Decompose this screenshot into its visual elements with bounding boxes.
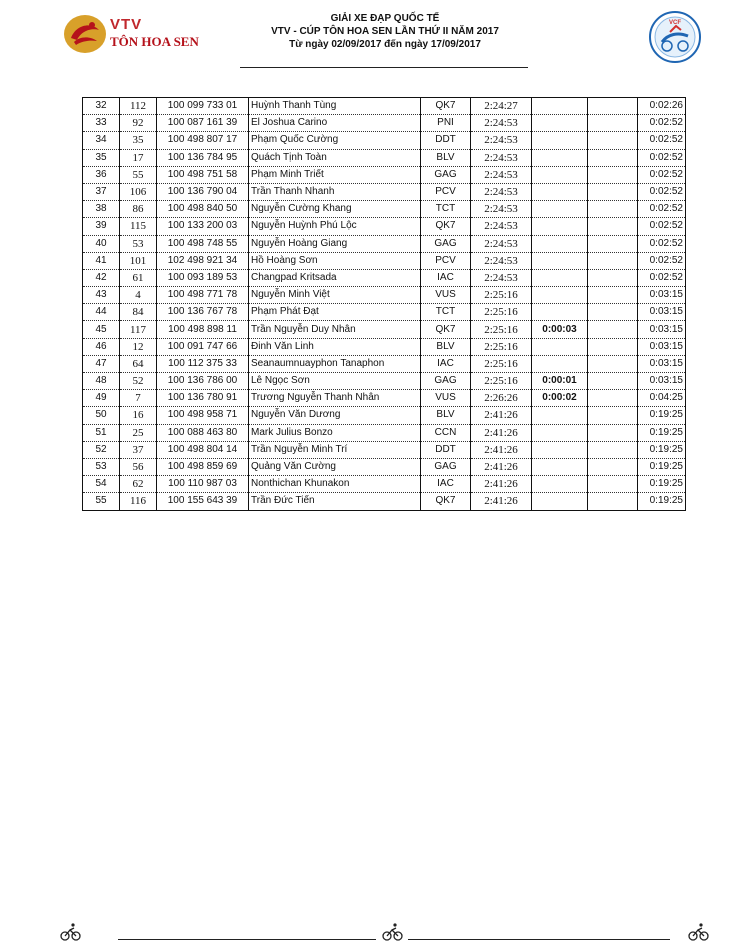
penalty-cell	[588, 441, 638, 458]
uci-id-cell: 100 498 771 78	[157, 287, 249, 304]
rider-name-cell: Huỳnh Thanh Tùng	[249, 98, 421, 115]
bib-cell: 116	[120, 493, 157, 510]
bonus-time-cell	[532, 476, 588, 493]
penalty-cell	[588, 218, 638, 235]
time-gap-cell: 0:02:52	[638, 132, 686, 149]
time-gap-cell: 0:19:25	[638, 458, 686, 475]
rider-name-cell: Đinh Văn Linh	[249, 338, 421, 355]
team-code-cell: CCN	[421, 424, 471, 441]
table-row	[83, 407, 686, 424]
penalty-cell	[588, 183, 638, 200]
rider-name-cell: Lê Ngọc Sơn	[249, 373, 421, 390]
team-code-cell: BLV	[421, 149, 471, 166]
bonus-time-cell: 0:00:01	[532, 373, 588, 390]
bonus-time-cell	[532, 183, 588, 200]
time-cell: 2:24:53	[471, 132, 532, 149]
rank-cell: 45	[83, 321, 120, 338]
rider-name-cell: Seanaumnuayphon Tanaphon	[249, 355, 421, 372]
rank-cell: 52	[83, 441, 120, 458]
team-code-cell: TCT	[421, 304, 471, 321]
brand-ton-hoa-sen-text: TÔN HOA SEN	[110, 34, 199, 49]
time-gap-cell: 0:02:52	[638, 252, 686, 269]
table-row	[83, 98, 686, 115]
rank-cell: 48	[83, 373, 120, 390]
time-cell: 2:24:53	[471, 218, 532, 235]
penalty-cell	[588, 149, 638, 166]
rider-name-cell: Nguyễn Huỳnh Phú Lộc	[249, 218, 421, 235]
rank-cell: 36	[83, 166, 120, 183]
time-gap-cell: 0:04:25	[638, 390, 686, 407]
rank-cell: 39	[83, 218, 120, 235]
bib-cell: 16	[120, 407, 157, 424]
bib-cell: 53	[120, 235, 157, 252]
team-code-cell: GAG	[421, 235, 471, 252]
uci-id-cell: 100 136 790 04	[157, 183, 249, 200]
bib-cell: 106	[120, 183, 157, 200]
rider-name-cell: Changpad Kritsada	[249, 269, 421, 286]
rank-cell: 34	[83, 132, 120, 149]
uci-id-cell: 100 498 898 11	[157, 321, 249, 338]
bib-cell: 35	[120, 132, 157, 149]
time-cell: 2:41:26	[471, 441, 532, 458]
penalty-cell	[588, 407, 638, 424]
table-row	[83, 252, 686, 269]
table-row	[83, 441, 686, 458]
penalty-cell	[588, 458, 638, 475]
penalty-cell	[588, 390, 638, 407]
bib-cell: 56	[120, 458, 157, 475]
time-gap-cell: 0:19:25	[638, 493, 686, 510]
rank-cell: 37	[83, 183, 120, 200]
rider-name-cell: Trương Nguyễn Thanh Nhân	[249, 390, 421, 407]
vcf-cycling-federation-logo-icon	[648, 10, 702, 64]
event-subtitle: VTV - CÚP TÔN HOA SEN LẦN THỨ II NĂM 2017	[271, 26, 499, 37]
time-gap-cell: 0:02:52	[638, 218, 686, 235]
penalty-cell	[588, 132, 638, 149]
bonus-time-cell	[532, 115, 588, 132]
time-cell: 2:25:16	[471, 338, 532, 355]
rank-cell: 32	[83, 98, 120, 115]
time-cell: 2:25:16	[471, 373, 532, 390]
table-row	[83, 218, 686, 235]
rank-cell: 40	[83, 235, 120, 252]
rider-name-cell: Trần Nguyễn Minh Trí	[249, 441, 421, 458]
team-code-cell: GAG	[421, 458, 471, 475]
team-code-cell: VUS	[421, 390, 471, 407]
bib-cell: 12	[120, 338, 157, 355]
bonus-time-cell	[532, 441, 588, 458]
bib-cell: 52	[120, 373, 157, 390]
rider-name-cell: Quách Tịnh Toàn	[249, 149, 421, 166]
rank-cell: 35	[83, 149, 120, 166]
uci-id-cell: 100 136 784 95	[157, 149, 249, 166]
penalty-cell	[588, 476, 638, 493]
cyclist-icon	[382, 922, 404, 942]
time-gap-cell: 0:19:25	[638, 476, 686, 493]
penalty-cell	[588, 287, 638, 304]
time-gap-cell: 0:03:15	[638, 304, 686, 321]
uci-id-cell: 100 110 987 03	[157, 476, 249, 493]
results-table-body	[83, 98, 686, 511]
team-code-cell: DDT	[421, 441, 471, 458]
bib-cell: 25	[120, 424, 157, 441]
rank-cell: 51	[83, 424, 120, 441]
time-cell: 2:24:53	[471, 183, 532, 200]
uci-id-cell: 100 136 780 91	[157, 390, 249, 407]
table-row	[83, 321, 686, 338]
rider-name-cell: Phạm Minh Triết	[249, 166, 421, 183]
uci-id-cell: 100 498 840 50	[157, 201, 249, 218]
rank-cell: 41	[83, 252, 120, 269]
bonus-time-cell	[532, 304, 588, 321]
team-code-cell: QK7	[421, 321, 471, 338]
penalty-cell	[588, 338, 638, 355]
team-code-cell: PCV	[421, 183, 471, 200]
team-code-cell: QK7	[421, 493, 471, 510]
bonus-time-cell	[532, 149, 588, 166]
uci-id-cell: 100 136 767 78	[157, 304, 249, 321]
rank-cell: 49	[83, 390, 120, 407]
results-table	[82, 97, 686, 511]
rider-name-cell: Phạm Quốc Cường	[249, 132, 421, 149]
table-row	[83, 166, 686, 183]
time-cell: 2:24:53	[471, 149, 532, 166]
time-gap-cell: 0:02:52	[638, 115, 686, 132]
bonus-time-cell: 0:00:03	[532, 321, 588, 338]
rank-cell: 53	[83, 458, 120, 475]
time-gap-cell: 0:02:52	[638, 235, 686, 252]
time-cell: 2:24:53	[471, 252, 532, 269]
uci-id-cell: 100 498 748 55	[157, 235, 249, 252]
table-row	[83, 493, 686, 510]
bib-cell: 7	[120, 390, 157, 407]
uci-id-cell: 100 099 733 01	[157, 98, 249, 115]
table-row	[83, 149, 686, 166]
time-gap-cell: 0:03:15	[638, 373, 686, 390]
team-code-cell: BLV	[421, 338, 471, 355]
rank-cell: 50	[83, 407, 120, 424]
penalty-cell	[588, 424, 638, 441]
rider-name-cell: Nguyễn Văn Dương	[249, 407, 421, 424]
bib-cell: 61	[120, 269, 157, 286]
penalty-cell	[588, 115, 638, 132]
team-code-cell: PNI	[421, 115, 471, 132]
rider-name-cell: Phạm Phát Đạt	[249, 304, 421, 321]
table-row	[83, 338, 686, 355]
rider-name-cell: Hồ Hoàng Sơn	[249, 252, 421, 269]
time-gap-cell: 0:19:25	[638, 407, 686, 424]
rider-name-cell: Nguyễn Cường Khang	[249, 201, 421, 218]
bonus-time-cell	[532, 355, 588, 372]
table-row	[83, 235, 686, 252]
team-code-cell: BLV	[421, 407, 471, 424]
team-code-cell: GAG	[421, 166, 471, 183]
table-row	[83, 373, 686, 390]
team-code-cell: VUS	[421, 287, 471, 304]
time-gap-cell: 0:03:15	[638, 321, 686, 338]
team-code-cell: IAC	[421, 476, 471, 493]
bib-cell: 112	[120, 98, 157, 115]
uci-id-cell: 100 498 807 17	[157, 132, 249, 149]
bib-cell: 117	[120, 321, 157, 338]
uci-id-cell: 102 498 921 34	[157, 252, 249, 269]
time-cell: 2:41:26	[471, 407, 532, 424]
footer-signature-line-left	[118, 939, 376, 940]
rank-cell: 42	[83, 269, 120, 286]
penalty-cell	[588, 252, 638, 269]
team-code-cell: QK7	[421, 98, 471, 115]
penalty-cell	[588, 493, 638, 510]
time-gap-cell: 0:19:25	[638, 441, 686, 458]
time-cell: 2:25:16	[471, 321, 532, 338]
table-row	[83, 355, 686, 372]
bib-cell: 17	[120, 149, 157, 166]
time-cell: 2:24:53	[471, 235, 532, 252]
time-cell: 2:24:53	[471, 201, 532, 218]
time-gap-cell: 0:03:15	[638, 287, 686, 304]
penalty-cell	[588, 201, 638, 218]
uci-id-cell: 100 498 859 69	[157, 458, 249, 475]
penalty-cell	[588, 373, 638, 390]
team-code-cell: TCT	[421, 201, 471, 218]
time-gap-cell: 0:03:15	[638, 355, 686, 372]
bonus-time-cell	[532, 235, 588, 252]
bib-cell: 55	[120, 166, 157, 183]
time-cell: 2:24:53	[471, 115, 532, 132]
time-cell: 2:25:16	[471, 355, 532, 372]
time-cell: 2:41:26	[471, 476, 532, 493]
table-row	[83, 390, 686, 407]
rider-name-cell: Nonthichan Khunakon	[249, 476, 421, 493]
team-code-cell: PCV	[421, 252, 471, 269]
time-gap-cell: 0:02:52	[638, 183, 686, 200]
rank-cell: 33	[83, 115, 120, 132]
bonus-time-cell	[532, 407, 588, 424]
cyclist-icon	[688, 922, 710, 942]
uci-id-cell: 100 133 200 03	[157, 218, 249, 235]
vtv-ton-hoa-sen-logo	[62, 10, 212, 60]
time-gap-cell: 0:03:15	[638, 338, 686, 355]
time-cell: 2:24:27	[471, 98, 532, 115]
bib-cell: 84	[120, 304, 157, 321]
time-cell: 2:25:16	[471, 304, 532, 321]
uci-id-cell: 100 498 751 58	[157, 166, 249, 183]
uci-id-cell: 100 136 786 00	[157, 373, 249, 390]
time-cell: 2:24:53	[471, 166, 532, 183]
bib-cell: 86	[120, 201, 157, 218]
team-code-cell: GAG	[421, 373, 471, 390]
bib-cell: 64	[120, 355, 157, 372]
penalty-cell	[588, 304, 638, 321]
bonus-time-cell	[532, 132, 588, 149]
bonus-time-cell	[532, 269, 588, 286]
rank-cell: 44	[83, 304, 120, 321]
bonus-time-cell: 0:00:02	[532, 390, 588, 407]
rank-cell: 47	[83, 355, 120, 372]
table-row	[83, 476, 686, 493]
rider-name-cell: Trần Đức Tiến	[249, 493, 421, 510]
rider-name-cell: Mark Julius Bonzo	[249, 424, 421, 441]
bonus-time-cell	[532, 458, 588, 475]
rank-cell: 38	[83, 201, 120, 218]
brand-vtv-text: VTV	[110, 16, 143, 33]
bonus-time-cell	[532, 98, 588, 115]
penalty-cell	[588, 355, 638, 372]
time-gap-cell: 0:02:52	[638, 201, 686, 218]
rank-cell: 54	[83, 476, 120, 493]
table-row	[83, 424, 686, 441]
bib-cell: 101	[120, 252, 157, 269]
penalty-cell	[588, 166, 638, 183]
rank-cell: 46	[83, 338, 120, 355]
rider-name-cell: Trần Nguyễn Duy Nhân	[249, 321, 421, 338]
time-cell: 2:41:26	[471, 493, 532, 510]
vcf-logo-text: VCF	[669, 20, 681, 26]
time-cell: 2:41:26	[471, 458, 532, 475]
time-gap-cell: 0:02:52	[638, 166, 686, 183]
header-divider	[240, 67, 528, 68]
penalty-cell	[588, 269, 638, 286]
penalty-cell	[588, 235, 638, 252]
ton-hoa-sen-emblem-icon	[62, 12, 108, 56]
table-row	[83, 269, 686, 286]
rank-cell: 43	[83, 287, 120, 304]
uci-id-cell: 100 155 643 39	[157, 493, 249, 510]
bonus-time-cell	[532, 287, 588, 304]
cyclist-icon	[60, 922, 82, 942]
table-row	[83, 458, 686, 475]
bonus-time-cell	[532, 252, 588, 269]
team-code-cell: IAC	[421, 355, 471, 372]
table-row	[83, 304, 686, 321]
bonus-time-cell	[532, 338, 588, 355]
time-cell: 2:24:53	[471, 269, 532, 286]
rider-name-cell: Quảng Văn Cường	[249, 458, 421, 475]
time-gap-cell: 0:02:52	[638, 149, 686, 166]
bib-cell: 115	[120, 218, 157, 235]
rider-name-cell: Trần Thanh Nhanh	[249, 183, 421, 200]
table-row	[83, 201, 686, 218]
time-gap-cell: 0:02:26	[638, 98, 686, 115]
uci-id-cell: 100 088 463 80	[157, 424, 249, 441]
footer-signature-line-right	[408, 939, 670, 940]
team-code-cell: DDT	[421, 132, 471, 149]
bonus-time-cell	[532, 218, 588, 235]
rider-name-cell: Nguyễn Hoàng Giang	[249, 235, 421, 252]
uci-id-cell: 100 091 747 66	[157, 338, 249, 355]
table-row	[83, 132, 686, 149]
time-gap-cell: 0:02:52	[638, 269, 686, 286]
time-cell: 2:41:26	[471, 424, 532, 441]
uci-id-cell: 100 087 161 39	[157, 115, 249, 132]
time-gap-cell: 0:19:25	[638, 424, 686, 441]
event-title: GIẢI XE ĐẠP QUỐC TẾ	[330, 13, 440, 24]
table-row	[83, 183, 686, 200]
bib-cell: 92	[120, 115, 157, 132]
rider-name-cell: Nguyễn Minh Việt	[249, 287, 421, 304]
time-cell: 2:26:26	[471, 390, 532, 407]
bib-cell: 4	[120, 287, 157, 304]
bib-cell: 62	[120, 476, 157, 493]
time-cell: 2:25:16	[471, 287, 532, 304]
uci-id-cell: 100 498 958 71	[157, 407, 249, 424]
bonus-time-cell	[532, 201, 588, 218]
penalty-cell	[588, 98, 638, 115]
bonus-time-cell	[532, 493, 588, 510]
penalty-cell	[588, 321, 638, 338]
bonus-time-cell	[532, 166, 588, 183]
uci-id-cell: 100 498 804 14	[157, 441, 249, 458]
rider-name-cell: El Joshua Carino	[249, 115, 421, 132]
event-dates: Từ ngày 02/09/2017 đến ngày 17/09/2017	[289, 39, 481, 50]
team-code-cell: IAC	[421, 269, 471, 286]
team-code-cell: QK7	[421, 218, 471, 235]
uci-id-cell: 100 093 189 53	[157, 269, 249, 286]
table-row	[83, 287, 686, 304]
rank-cell: 55	[83, 493, 120, 510]
bonus-time-cell	[532, 424, 588, 441]
uci-id-cell: 100 112 375 33	[157, 355, 249, 372]
bib-cell: 37	[120, 441, 157, 458]
table-row	[83, 115, 686, 132]
